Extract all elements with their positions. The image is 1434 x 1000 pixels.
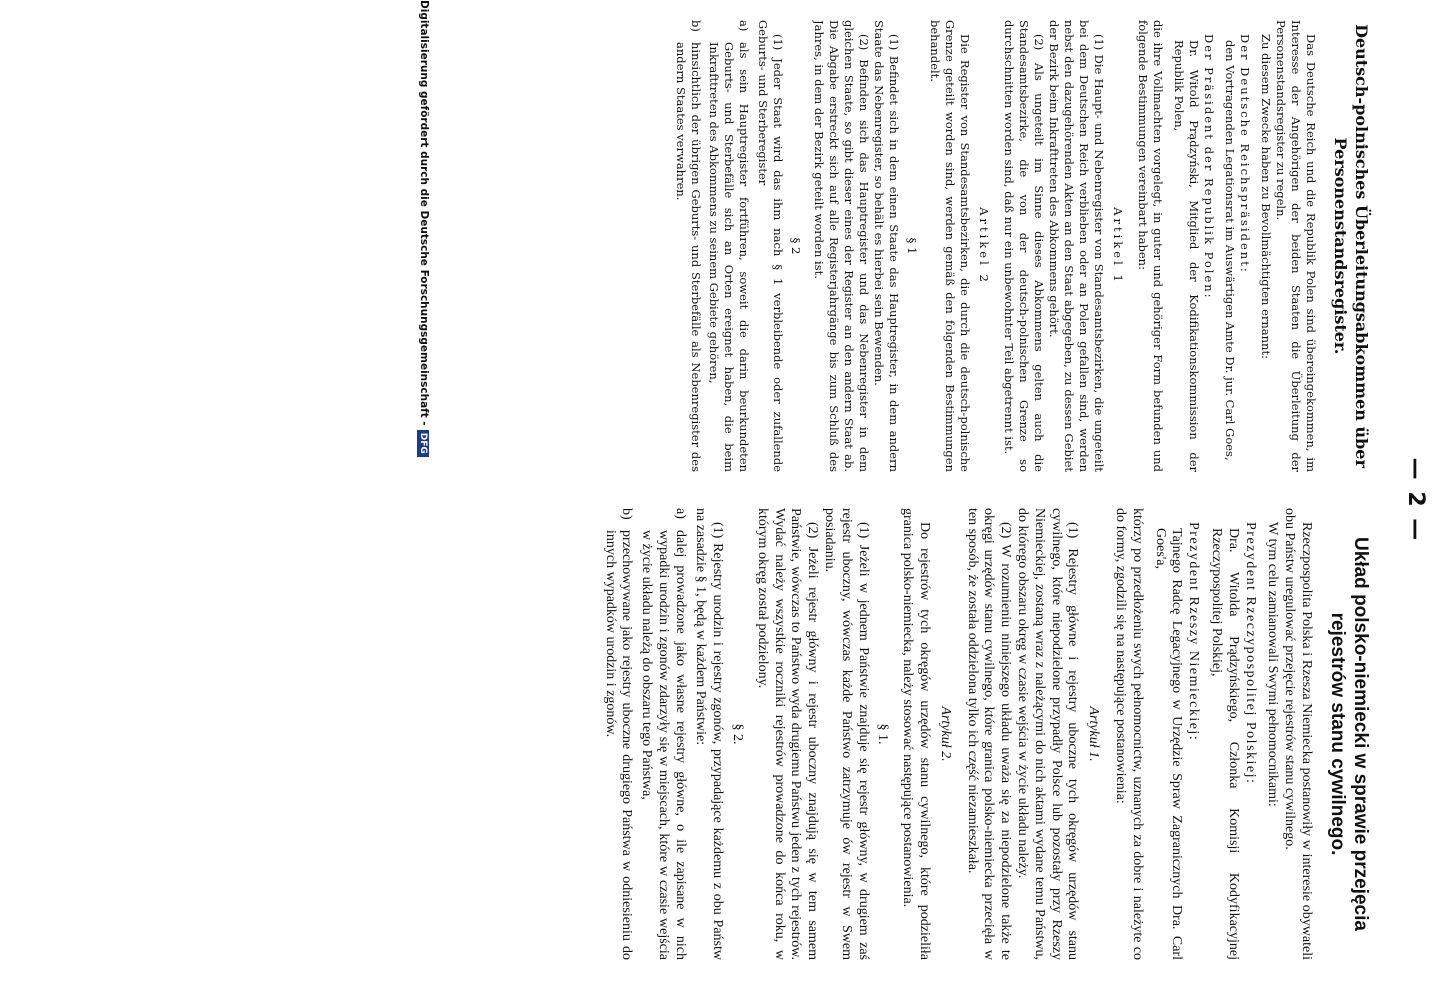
german-article1-p1: (1) Die Haupt- und Nebenregister von Standesamtsbezirken, die ungeteilt bei dem Deutschen Reich verblieben oder an Polen gefallen sind, werden nebst den dazugehörenden Akten an den Staat abgegeben, zu dessen Gebiet der Bezirk beim Inkrafttreten des Abkommens gehört. — [1047, 20, 1106, 472]
polish-column — [52, 508, 1372, 960]
page-number: — 2 — — [1403, 457, 1428, 543]
german-plenipotentiary1-role: Der Deutsche Reichspräsident: — [1238, 34, 1252, 274]
polish-article2-intro: Do rejestrów tych okręgów urzędów stanu cywilnego, które podzieliła granica polsko-niemiecka, należy stosować następujące postanowienia. — [900, 508, 933, 960]
polish-sec1-heading: § 1. — [875, 723, 891, 745]
list-marker: a) — [737, 20, 751, 32]
polish-sec2-intro: (1) Rejestry urodzin i rejestry zgonów, przypadające każdemu z obu Państw na zasadzie § 1, będą w każdem Państwie: — [693, 508, 726, 960]
german-purpose: Zu diesem Zwecke haben zu Bevollmächtigten ernannt: — [1259, 34, 1273, 359]
list-marker: a) — [672, 508, 688, 519]
list-item — [637, 508, 687, 960]
polish-sec2-list — [601, 508, 688, 960]
german-sec2-heading: § 2 — [789, 237, 803, 255]
german-article2-heading: Artikel 2 — [977, 207, 991, 285]
polish-title: Układ polsko-niemiecki w sprawie przejęcia rejestrów stanu cywilnego. — [1327, 537, 1371, 931]
german-sec2-b: hinsichtlich der übrigen Geburts- und Sterbefälle als Nebenregister des andern Staates verwahren. — [674, 42, 703, 472]
german-title: Deutsch-polnisches Überleitungsabkommen über Personenstandsregister. — [1331, 24, 1371, 468]
polish-sec2-b: przechowywane jako rejestry uboczne drugiego Państwa w odniesieniu do innych wypadków urodzin i zgonów. — [602, 530, 635, 960]
digitization-footer — [400, 0, 434, 1000]
list-item — [673, 20, 703, 472]
polish-intro: Rzeczpospolita Polska i Rzesza Niemiecka postanowiły w interesie obywateli obu Państw uregulować przejęcie rejestrów stanu cywilnego. — [1282, 508, 1314, 960]
german-plenipotentiary2-role: Der Präsident der Republik Polen: — [1202, 34, 1216, 300]
german-plenipotentiary1-name: den Vortragenden Legationsrat im Auswärtigen Amte Dr. jur. Carl Goes, — [1223, 40, 1237, 461]
polish-plenipotentiary1-role: Prezydent Rzeczypospolitej Polskiej: — [1242, 522, 1258, 785]
polish-agreement: którzy po przedłożeniu swych pełnomocnictw, uznanych za dobre i należyte co do formy, zgodzili się na następujące postanowienia: — [1113, 508, 1145, 960]
polish-article1-heading: Artykuł 1. — [1086, 706, 1102, 762]
polish-plenipotentiary2-role: Prezydent Rzeszy Niemieckiej: — [1186, 522, 1202, 742]
dfg-logo: DFG — [417, 430, 429, 457]
polish-sec1-p1: (1) Jeżeli w jednem Państwie znajduje się rejestr główny, w drugiem zaś rejestr uboczny, wówczas każde Państwo zatrzymuje ów rejestr w Swem posiadaniu. — [822, 508, 871, 960]
polish-article1-p2: (2) W rozumieniu niniejszego układu uważa się za niepodzielone także te okręgi urzędów stanu cywilnego, które granica polsko-niemiecka przecięła w ten sposób, że została oddzielona tylko ich część niezamieszkała. — [964, 508, 1014, 960]
german-sec1-p2: (2) Befinden sich das Hauptregister und das Nebenregister in dem gleichen Staate, so gibt dieser eines der Register an den andern Staat ab. Die Abgabe erstreckt sich auf alle Registerjahrgänge bis zum Schluß des Jahres, in dem der Bezirk geteilt worden ist. — [812, 20, 871, 472]
polish-plenipotentiary1-name: Dra. Witolda Prądzyńskiego, Członka Komisji Kodyfikacyjnej Rzeczypospolitej Polskiej, — [1209, 528, 1241, 960]
german-article1-p2: (2) Als ungeteilt im Sinne dieses Abkommens gelten auch die Standesamtsbezirke, die von der deutsch-polnischen Grenze so durchschnitten worden sind, daß nur ein unbewohnter Teil abgetrennt ist. — [1002, 20, 1046, 472]
german-column — [52, 20, 1372, 472]
polish-article1-p1: (1) Rejestry główne i rejestry uboczne tych okręgów urzędów stanu cywilnego, które niepodzielone przypadły Polsce lub pozostały przy Rzeszy Niemieckiej, zostaną wraz z należącymi do nich aktami wydane temu Państwu, do którego obszaru okręg w czasie wejścia w życie układu należy. — [1015, 508, 1081, 960]
german-sec2-a: als sein Hauptregister fortführen, soweit die darin beurkundeten Geburts- und Sterbefälle sich an Orten ereignet haben, die beim Inkrafttreten des Abkommens zu seinem Gebiete gehören, — [707, 42, 751, 472]
polish-sec1-p2: (2) Jeżeli rejestr główny i rejestr uboczny znajdują się w tem samem Państwie, wówczas to Państwo wyda drugiemu Państwu jeden z tych rejestrów. Wydać należy wszystkie roczniki rejestrów prowadzone do końca roku, w którym okręg został podzielony. — [754, 508, 821, 960]
german-sec2-list — [673, 20, 751, 472]
polish-article2-heading: Artykuł 2. — [937, 706, 953, 762]
polish-plenipotentiary2-name: Tajnego Radcę Legacyjnego w Urzędzie Spraw Zagranicznych Dra. Carl Goes'a, — [1152, 528, 1185, 960]
polish-sec2-heading: § 2. — [730, 723, 746, 745]
german-intro: Das Deutsche Reich und die Republik Polen sind übereingekommen, im Interesse der Angehörigen der beiden Staaten die Überleitung der Personenstandsregister zu regeln. — [1274, 20, 1318, 472]
list-item — [601, 508, 635, 960]
german-article2-intro: Die Register von Standesamtsbezirken, die durch die deutsch-polnische Grenze geteilt worden sind, werden gemäß den folgenden Bestimmungen behandelt. — [928, 20, 972, 472]
german-article1-heading: Artikel 1 — [1111, 207, 1125, 285]
footer-text: Digitalisierung gefördert durch die Deutsche Forschungsgemeinschaft - — [418, 0, 430, 426]
list-marker: b) — [689, 20, 703, 32]
polish-purpose: W tym celu zamianowali Swymi pełnomocnikami: — [1265, 522, 1281, 807]
german-plenipotentiary2-name: Dr. Witold Prądzyński, Mitglied der Kodifikationskommission der Republik Polen, — [1172, 40, 1201, 472]
german-sec1-heading: § 1 — [905, 237, 919, 255]
german-sec1-p1: (1) Befindet sich in dem einen Staate das Hauptregister, in dem andern Staate das Nebenregister, so behält es hierbei sein Bewenden. — [872, 20, 901, 472]
list-marker: b) — [619, 508, 635, 520]
polish-sec2-a: dalej prowadzone jako własne rejestry główne, o ile zapisane w nich wypadki urodzin i zgonów zdarzyły się w miejscach, które w czasie wejścia w życie układu należą do obszaru tego Państwa, — [639, 530, 688, 960]
list-item — [706, 20, 751, 472]
german-sec2-intro: (1) Jeder Staat wird das ihm nach § 1 verbleibende oder zufallende Geburts- und Sterberegister — [756, 20, 785, 472]
german-agreement: die ihre Vollmachten vorgelegt, in guter und gehöriger Form befunden und folgende Bestimmungen vereinbart haben: — [1136, 20, 1165, 472]
